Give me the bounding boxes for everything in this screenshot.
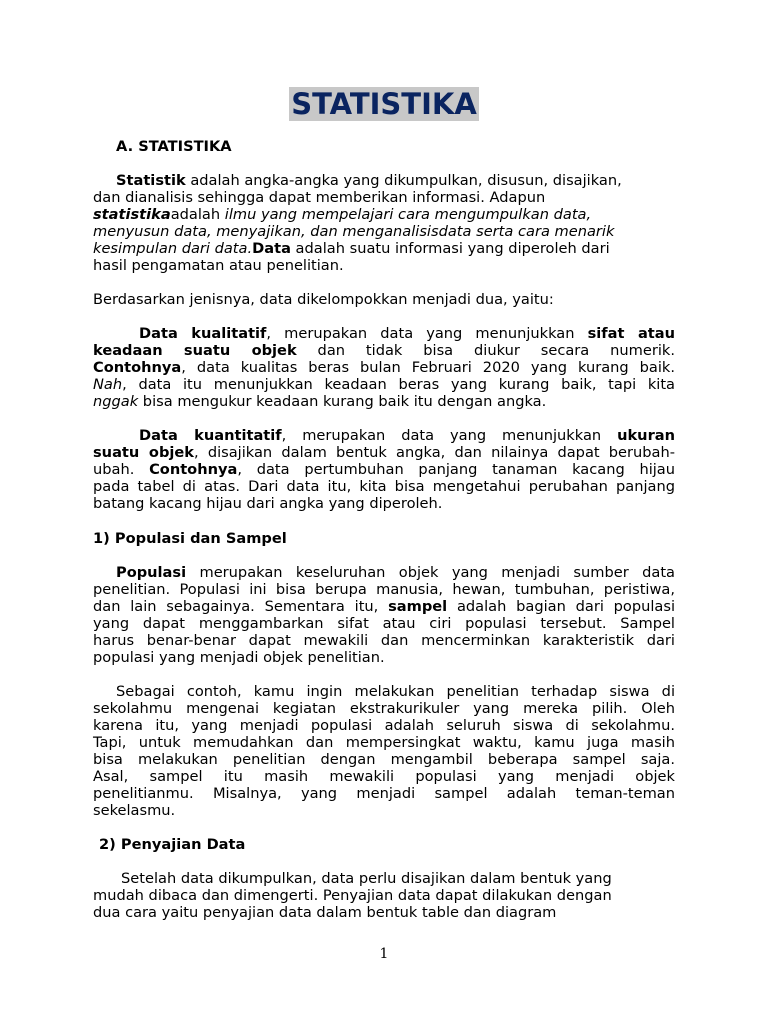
document-title: STATISTIKA — [291, 87, 477, 121]
paragraph-jenis-data: Berdasarkan jenisnya, data dikelompokkan menjadi dua, yaitu: — [93, 291, 554, 308]
paragraph-statistik: Statistik adalah angka-angka yang dikumpulkan, disusun, disajikan, dan dianalisis sehingga dapat memberikan informasi. Adapun statistikaadalah ilmu yang mempelajari cara mengumpulkan data, menyusun data, menyajikan, dan menganalisisdata serta cara menarik kesimpulan dari data.Data adalah suatu informasi yang diperoleh dari hasil pengamatan atau penelitian. — [93, 172, 622, 274]
term-data-kualitatif: Data kualitatif — [139, 325, 267, 342]
term-sampel: sampel — [388, 598, 448, 615]
term-statistika: statistika — [93, 206, 171, 223]
paragraph-contoh-sampel: Sebagai contoh, kamu ingin melakukan penelitian terhadap siswa di sekolahmu mengenai kegiatan ekstrakurikuler yang mereka pilih. Oleh karena itu, yang menjadi populasi adalah seluruh siswa di sekolahmu. Tapi, untuk memudahkan dan mempersingkat waktu, kamu juga masih bisa melakukan penelitian dengan mengambil beberapa sampel saja. Asal, sampel itu masih mewakili populasi yang menjadi objek penelitianmu. Misalnya, yang menjadi sampel adalah teman-teman sekelasmu. — [93, 683, 675, 819]
term-data: Data — [252, 240, 291, 257]
paragraph-penyajian: Setelah data dikumpulkan, data perlu disajikan dalam bentuk yang mudah dibaca dan dimengerti. Penyajian data dapat dilakukan dengan dua cara yaitu penyajian data dalam bentuk table dan diagram — [93, 870, 612, 921]
term-statistik: Statistik — [116, 172, 186, 189]
paragraph-populasi: Populasi merupakan keseluruhan objek yang menjadi sumber data penelitian. Populasi ini bisa berupa manusia, hewan, tumbuhan, peristiwa, dan lain sebagainya. Sementara itu, sampel adalah bagian dari populasi yang dapat menggambarkan sifat atau ciri populasi tersebut. Sampel harus benar-benar dapat mewakili dan mencerminkan karakteristik dari populasi yang menjadi objek penelitian. — [93, 564, 675, 666]
paragraph-data-kuantitatif: Data kuantitatif, merupakan data yang menunjukkan ukuran suatu objek, disajikan dalam bentuk angka, dan nilainya dapat berubah- ubah. Contohnya, data pertumbuhan panjang tanaman kacang hijau pada tabel di atas. Dari data itu, kita bisa mengetahui perubahan panjang batang kacang hijau dari angka yang diperoleh. — [93, 427, 676, 512]
section-heading-a: A. STATISTIKA — [116, 138, 232, 155]
term-data-kuantitatif: Data kuantitatif — [139, 427, 282, 444]
term-populasi: Populasi — [116, 564, 187, 581]
section-heading-penyajian: 2) Penyajian Data — [99, 836, 246, 853]
section-heading-populasi: 1) Populasi dan Sampel — [93, 530, 287, 547]
title-wrap — [93, 87, 675, 121]
page-number: 1 — [379, 946, 389, 962]
paragraph-data-kualitatif: Data kualitatif, merupakan data yang menunjukkan sifat atau keadaan suatu objek dan tidak bisa diukur secara numerik. Contohnya, data kualitas beras bulan Februari 2020 yang kurang baik. Nah, data itu menunjukkan keadaan beras yang kurang baik, tapi kita nggak bisa mengukur keadaan kurang baik itu dengan angka. — [93, 325, 676, 410]
